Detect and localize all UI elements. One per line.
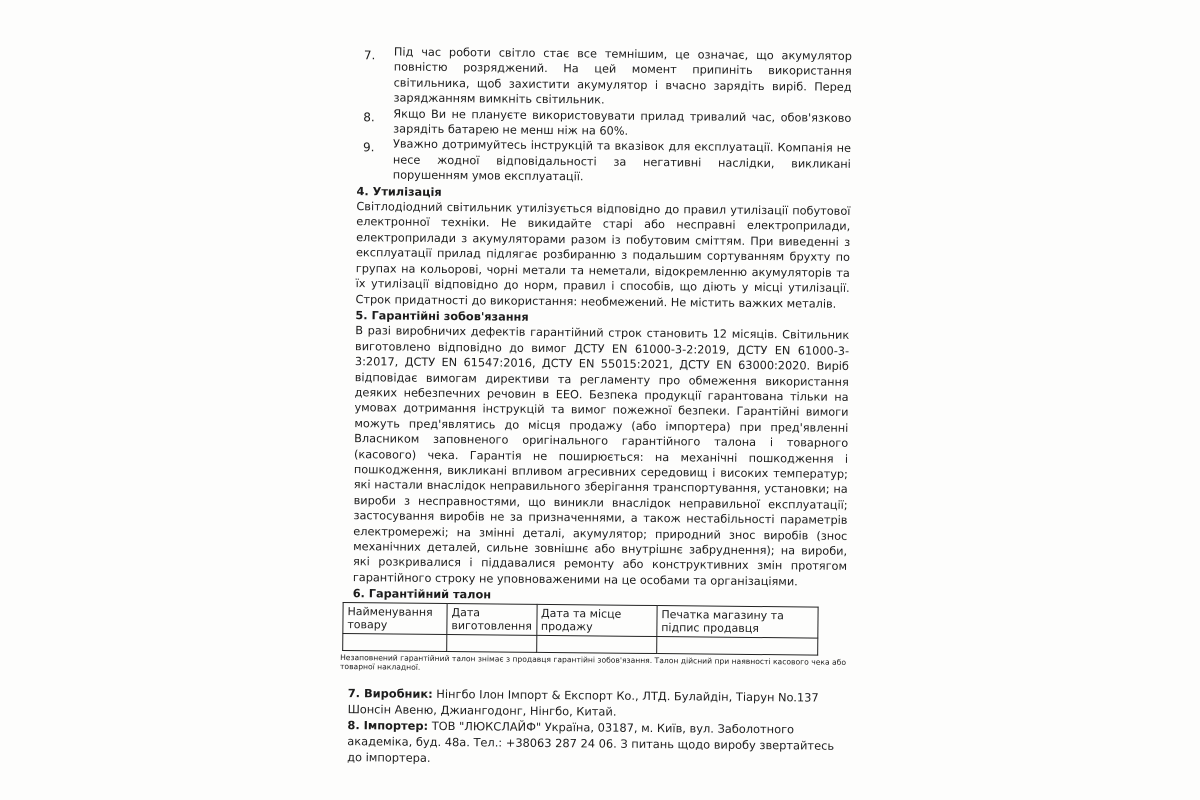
- disposal-text: Світлодіодний світильник утилізується відповідно до правил утилізації побутової електронної техніки. Не викидайте старі або несправні електроприлади, електроприлади з акумуляторами разом із побутовим сміттям. При виведенні з експлуатації прилад підлягає розбиранню з подальшим сортуванням брухту по групах на кольорові, чорні метали та неметали, відокремленню акумуляторів та їх утилізації відповідно до норм, правил і способів, що діють у місці утилізації. Строк придатності до використання: необмежений. Не містить важких металів.: [355, 200, 851, 311]
- table-header-row: [343, 602, 818, 638]
- manufacturer-info: [348, 685, 846, 722]
- list-item-number: 9.: [362, 140, 375, 155]
- warranty-heading: 5. Гарантійні зобов'язання: [355, 309, 529, 324]
- list-item-text: Під час роботи світло стає все темнішим, це означає, що акумулятор повністю розряджений. На цей момент припиніть використання світильника, щоб захистити акумулятор і вчасно зарядіть виріб. Перед заряджанням вимкніть світильник.: [393, 45, 852, 107]
- list-item-number: 7.: [363, 48, 376, 63]
- list-item-number: 8.: [363, 109, 375, 124]
- blank-cell: [536, 635, 656, 653]
- column-seller-stamp: Печатка магазину та підпис продавця: [657, 605, 818, 638]
- importer-text: ТОВ "ЛЮКСЛАЙФ" Україна, 03187, м. Київ, вул. Заболотного академіка, буд. 48а. Тел.: +38063 287 24 06. З питань щодо виробу звертайтесь до імпортера.: [347, 718, 835, 765]
- blank-cell: [657, 636, 818, 655]
- list-item-text: Якщо Ви не плануєте використовувати прилад тривалий час, обов'язково зарядіть батарею не менш ніж на 60%.: [393, 107, 852, 138]
- table-blank-row: [343, 633, 818, 655]
- column-product-name: Найменування товару: [343, 602, 447, 634]
- manufacturer-label: 7. Виробник:: [347, 685, 433, 701]
- document-page: [335, 44, 852, 769]
- list-item-9: [341, 136, 851, 187]
- blank-cell: [343, 633, 447, 651]
- warranty-text: В разі виробничих дефектів гарантійний строк становить 12 місяців. Світильник виготовлено відповідно до вимог ДСТУ EN 61000-3-2:2019, ДСТУ EN 61000-3-3:2017, ДСТУ EN 61547:2016, ДСТУ EN 55015:2021, ДСТУ EN 63000:2020. Виріб відповідає вимогам директиви та регламенту про обмеження використання деяких небезпечних речовин в ЕЕО. Безпека продукції гарантована тільки на умовах дотримання інструкцій та вимог пожежної безпеки. Гарантійні вимоги можуть пред'являтись до місця продажу (або імпортера) при пред'явленні Власником заповненого оригінального гарантійного талона і товарного (касового) чека. Гарантія не поширюється: на механічні пошкодження і пошкодження, викликані впливом агресивних середовищ і високих температур; які настали внаслідок неправильного зберігання транспортування, установки; на вироби з несправностями, що виникли внаслідок неправильної експлуатації; застосування виробів не за призначеннями, а також нестабільності параметрів електромережі; на змінні деталі, акумулятор; природний знос виробів (знос механічних деталей, сильне зовнішнє або внутрішнє забруднення); на вироби, які розкривалися і піддавалися ремонту або конструктивних змін протягом гарантійного строку не уповноваженими на це особами та організаціями.: [352, 324, 850, 589]
- coupon-note: Незаповнений гарантійний талон знімає з продавця гарантійні зобов'язання. Талон дійсний при наявності касового чека або товарної накладної.: [339, 652, 847, 672]
- importer-label: 8. Імпортер:: [347, 717, 429, 733]
- column-sale-date-place: Дата та місце продажу: [536, 604, 657, 636]
- disposal-heading: 4. Утилізація: [356, 184, 442, 199]
- manufacturer-text: Нінгбо Ілон Імпорт & Експорт Ко., ЛТД. Булайдін, Тіарун No.137 Шонсін Авеню, Джиангодонг, Нінгбо, Китай.: [347, 686, 819, 719]
- warranty-coupon-table: [342, 602, 818, 656]
- column-manufacture-date: Дата виготовлення: [447, 603, 537, 635]
- list-item-7: [341, 44, 852, 111]
- list-item-8: [341, 106, 851, 142]
- importer-info: [347, 717, 845, 770]
- blank-cell: [447, 634, 537, 652]
- coupon-heading: 6. Гарантійний талон: [352, 587, 492, 602]
- list-item-text: Уважно дотримуйтесь інструкцій та вказівок для експлуатації. Компанія не несе жодної відповідальності за негативні наслідки, викликані порушенням умов експлуатації.: [392, 137, 852, 184]
